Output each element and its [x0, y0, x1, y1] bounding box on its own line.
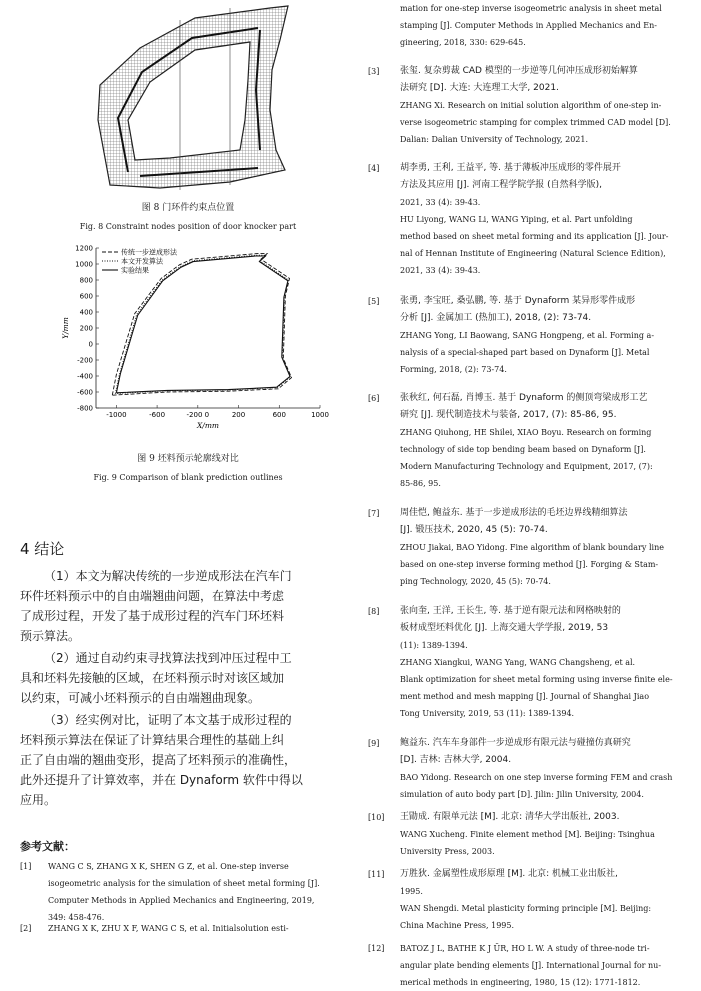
- reference-number: [9]: [368, 739, 380, 748]
- x-tick-label: 600: [272, 411, 286, 419]
- reference-line: 方法及其应用 [J]. 河南工程学院学报 (自然科学版),: [400, 180, 603, 190]
- reference-line: ZHOU Jiakai, BAO Yidong. Fine algorithm of blank boundary line: [400, 543, 664, 552]
- reference-line: merical methods in engineering, 1980, 15 (12): 1771-1812.: [400, 977, 641, 987]
- reference-line: 万胜狄. 金属塑性成形原理 [M]. 北京: 机械工业出版社,: [400, 868, 618, 879]
- legend-label-2: 实验结果: [121, 266, 149, 275]
- figure8-mesh-image: [80, 0, 310, 198]
- legend-label-1: 本文开发算法: [121, 257, 163, 266]
- y-tick-label: -600: [77, 388, 93, 397]
- reference-line: 85-86, 95.: [400, 479, 441, 488]
- reference-line: Modern Manufacturing Technology and Equipment, 2017, (7):: [400, 462, 653, 471]
- reference-line: ping Technology, 2020, 45 (5): 70-74.: [400, 577, 551, 586]
- reference-line: isogeometric analysis for the simulation of sheet metal forming [J].: [48, 879, 320, 888]
- reference-line: technology of side top bending beam based on Dynaform [J].: [400, 445, 646, 454]
- reference-line: based on one-step inverse forming method [J]. Forging & Stam-: [400, 560, 659, 569]
- paragraph-line: 以约束，可减小坯料预示的自由端翘曲现象。: [20, 691, 261, 705]
- y-tick-label: -400: [77, 372, 93, 381]
- reference-line: [D]. 吉林: 吉林大学, 2004.: [400, 755, 512, 765]
- paragraph-line: （1）本文为解决传统的一步逆成形法在汽车门: [44, 569, 292, 583]
- reference-line: 鲍益东. 汽车车身部件一步逆成形有限元法与碰撞仿真研究: [400, 738, 631, 748]
- paragraph-line: 具和坯料先接触的区域，在坯料预示时对该区域加: [20, 671, 285, 685]
- x-tick-label: 200: [231, 411, 246, 419]
- reference-line: 周佳恺, 鲍益东. 基于一步逆成形法的毛坯边界线精细算法: [400, 508, 628, 518]
- reference-line: mation for one-step inverse isogeometric analysis in sheet metal: [400, 4, 662, 13]
- reference-line: BATOZ J L, BATHE K J ÜR, HO L W. A study of three-node tri-: [400, 943, 650, 953]
- reference-line: 2021, 33 (4): 39-43.: [400, 198, 481, 207]
- paragraph-line: 坯料预示算法在保证了计算结果合理性的基础上纠: [20, 733, 285, 747]
- figure9-chart: [58, 240, 338, 436]
- reference-line: 349: 458-476.: [48, 913, 105, 922]
- paragraph-line: （2）通过自动约束寻找算法找到冲压过程中工: [44, 651, 292, 665]
- x-axis-label: X/mm: [196, 421, 220, 430]
- reference-line: ZHANG Xi. Research on initial solution algorithm of one-step in-: [400, 100, 662, 110]
- y-tick-label: 400: [79, 308, 93, 317]
- reference-line: University Press, 2003.: [400, 847, 495, 856]
- y-tick-label: -200: [77, 356, 93, 365]
- y-tick-label: 1000: [75, 260, 93, 269]
- reference-line: BAO Yidong. Research on one step inverse forming FEM and crash: [400, 773, 673, 782]
- reference-line: 张玺. 复杂剪裁 CAD 模型的一步逆等几何冲压成形初始解算: [400, 65, 638, 76]
- reference-line: (11): 1389-1394.: [400, 640, 468, 650]
- section-title: 4 结论: [20, 540, 65, 558]
- reference-number: [7]: [368, 509, 380, 518]
- reference-line: ZHANG Qiuhong, HE Shilei, XIAO Boyu. Research on forming: [400, 428, 652, 437]
- reference-line: HU Liyong, WANG Li, WANG Yiping, et al. Part unfolding: [400, 215, 633, 224]
- reference-number: [10]: [368, 813, 385, 822]
- figure9-caption-cn: 图 9 坯料预示轮廓线对比: [137, 454, 239, 464]
- reference-line: method based on sheet metal forming and its application [J]. Jour-: [400, 232, 669, 241]
- reference-number: [6]: [368, 394, 380, 403]
- reference-line: [J]. 锻压技术, 2020, 45 (5): 70-74.: [400, 525, 548, 535]
- reference-line: WAN Shengdi. Metal plasticity forming principle [M]. Beijing:: [400, 903, 652, 913]
- reference-line: 研究 [J]. 现代制造技术与装备, 2017, (7): 85-86, 95.: [400, 410, 617, 420]
- reference-line: Forming, 2018, (2): 73-74.: [400, 364, 507, 374]
- series-outline-2: [116, 256, 290, 393]
- paragraph-line: 了成形过程，开发了基于成形过程的汽车门环坯料: [20, 609, 285, 623]
- reference-line: stamping [J]. Computer Methods in Applied Mechanics and En-: [400, 21, 657, 30]
- reference-line: WANG Xucheng. Finite element method [M]. Beijing: Tsinghua: [400, 830, 655, 839]
- reference-line: Dalian: Dalian University of Technology, 2021.: [400, 134, 589, 144]
- reference-line: verse isogeometric stamping for complex trimmed CAD model [D].: [400, 117, 671, 127]
- reference-line: gineering, 2018, 330: 629-645.: [400, 38, 526, 47]
- reference-line: China Machine Press, 1995.: [400, 920, 515, 930]
- y-tick-label: -800: [77, 404, 93, 413]
- series-outline-1: [115, 255, 290, 393]
- figure8-caption-en: Fig. 8 Constraint nodes position of door knocker part: [79, 222, 297, 231]
- x-tick-label: -200 0: [186, 411, 210, 419]
- paragraph-line: 此外还提升了计算效率，并在 Dynaform 软件中得以: [20, 773, 303, 787]
- reference-line: 王勖成. 有限单元法 [M]. 北京: 清华大学出版社, 2003.: [400, 812, 620, 822]
- reference-line: WANG C S, ZHANG X K, SHEN G Z, et al. One-step inverse: [48, 862, 289, 871]
- reference-line: 胡李勇, 王利, 王益平, 等. 基于薄板冲压成形的零件展开: [400, 163, 621, 173]
- conclusion-paragraph-1: [20, 566, 354, 646]
- conclusion-paragraph-2: [20, 648, 354, 708]
- reference-line: 张勇, 李宝旺, 桑弘鹏, 等. 基于 Dynaform 某异形零件成形: [400, 295, 636, 306]
- reference-line: 张秋红, 何石磊, 肖博玉. 基于 Dynaform 的侧顶弯梁成形工艺: [400, 393, 648, 403]
- reference-line: ZHANG Xiangkui, WANG Yang, WANG Changsheng, et al.: [400, 657, 636, 667]
- x-tick-label: -600: [149, 411, 166, 419]
- left-column: [20, 0, 356, 936]
- reference-line: Blank optimization for sheet metal forming using inverse finite ele-: [400, 674, 673, 684]
- reference-line: 1995.: [400, 886, 423, 896]
- x-tick-label: -1000: [106, 411, 127, 419]
- reference-line: Tong University, 2019, 53 (11): 1389-1394.: [400, 708, 575, 718]
- y-tick-label: 1200: [75, 244, 93, 253]
- y-tick-label: 600: [79, 292, 93, 301]
- reference-number: [2]: [20, 924, 32, 933]
- reference-line: 分析 [J]. 金属加工 (热加工), 2018, (2): 73-74.: [400, 312, 592, 323]
- reference-number: [3]: [368, 66, 380, 76]
- figure9-caption-en: Fig. 9 Comparison of blank prediction outlines: [93, 473, 283, 482]
- reference-number: [4]: [368, 164, 380, 173]
- paragraph-line: （3）经实例对比，证明了本文基于成形过程的: [44, 713, 292, 727]
- reference-line: angular plate bending elements [J]. International Journal for nu-: [400, 960, 662, 970]
- reference-number: [8]: [368, 606, 380, 616]
- reference-line: ZHANG Yong, LI Baowang, SANG Hongpeng, et al. Forming a-: [400, 330, 655, 340]
- reference-line: simulation of auto body part [D]. Jilin: Jilin University, 2004.: [400, 790, 644, 799]
- x-tick-label: 1000: [311, 411, 329, 419]
- y-axis-label: Y/mm: [61, 317, 70, 339]
- reference-number: [1]: [20, 862, 32, 871]
- references-title: 参考文献：: [20, 840, 75, 853]
- right-column: [368, 0, 686, 987]
- paragraph-line: 预示算法。: [20, 629, 81, 643]
- reference-line: nalysis of a special-shaped part based on Dynaform [J]. Metal: [400, 347, 650, 357]
- reference-line: 法研究 [D]. 大连: 大连理工大学, 2021.: [400, 82, 559, 93]
- reference-line: 张向奎, 王洋, 王长生, 等. 基于逆有限元法和网格映射的: [400, 605, 621, 616]
- y-tick-label: 200: [79, 324, 93, 333]
- reference-line: ZHANG X K, ZHU X F, WANG C S, et al. Initialsolution esti-: [48, 924, 289, 933]
- paragraph-line: 环件坯料预示中的自由端翘曲问题，在算法中考虑: [20, 589, 285, 603]
- legend-label-0: 传统一步逆成形法: [121, 248, 177, 257]
- series-outline-0: [112, 254, 291, 396]
- reference-number: [12]: [368, 943, 385, 953]
- y-tick-label: 800: [79, 276, 93, 285]
- paragraph-line: 正了自由端的翘曲变形，提高了坯料预示的准确性，: [20, 753, 297, 767]
- conclusion-paragraph-3: [20, 710, 354, 810]
- y-tick-label: 0: [88, 340, 93, 349]
- reference-line: Computer Methods in Applied Mechanics and Engineering, 2019,: [48, 896, 315, 905]
- figure8-caption-cn: 图 8 门环件约束点位置: [141, 203, 235, 213]
- reference-line: nal of Hennan Institute of Engineering (Natural Science Edition),: [400, 249, 666, 258]
- reference-number: [11]: [368, 869, 385, 879]
- reference-number: [5]: [368, 296, 380, 306]
- paragraph-line: 应用。: [20, 793, 57, 807]
- reference-line: 板材成型坯料优化 [J]. 上海交通大学学报, 2019, 53: [400, 622, 609, 633]
- reference-line: ment method and mesh mapping [J]. Journal of Shanghai Jiao: [400, 691, 650, 701]
- reference-line: 2021, 33 (4): 39-43.: [400, 266, 481, 275]
